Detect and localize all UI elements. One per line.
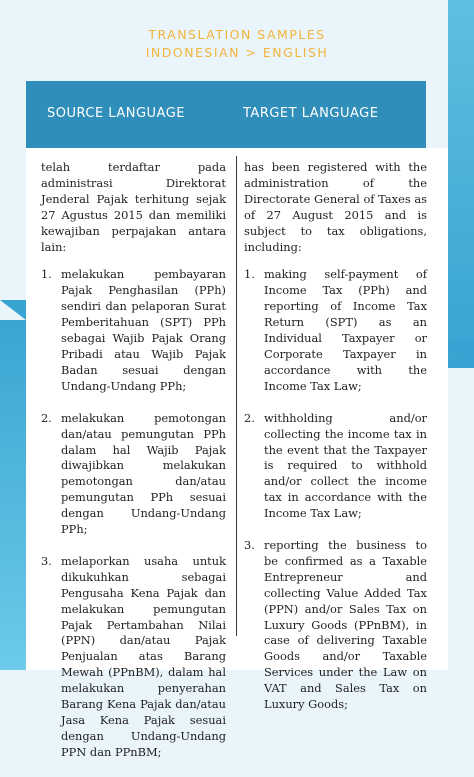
target-column: [244, 160, 427, 729]
list-item: [41, 411, 226, 538]
target-intro: has been registered with the administration of the Directorate General of Taxes as of 27 August 2015 and is subject to tax obligations, including:: [244, 160, 427, 254]
list-item: [244, 267, 427, 394]
list-item-text: melakukan pembayaran Pajak Penghasilan (PPh) sendiri dan pelaporan Surat Pemberitahuan (SPT) PPh sebagai Wajib Pajak Orang Pribadi atau Wajib Pajak Badan sesuai dengan Undang-Undang PPh;: [61, 267, 226, 393]
source-intro: telah terdaftar pada administrasi Direktorat Jenderal Pajak terhitung sejak 27 Agustus 2015 dan memiliki kewajiban perpajakan antara lain:: [41, 160, 226, 254]
source-list: [41, 267, 226, 760]
list-item: [244, 538, 427, 713]
source-column: [41, 160, 226, 777]
page-title: TRANSLATION SAMPLES: [148, 27, 326, 42]
list-item-text: reporting the business to be confirmed as a Taxable Entrepreneur and collecting Value Added Tax (PPN) and/or Sales Tax on Luxury Goods (PPnBM), in case of delivering Taxable Goods and/or Taxable Services under the Law on VAT and Sales Tax on Luxury Goods;: [264, 538, 427, 712]
list-item: [244, 411, 427, 522]
list-number: 1.: [244, 267, 255, 282]
left-accent-bar: [0, 300, 26, 670]
list-number: 1.: [41, 267, 52, 282]
list-item-text: making self-payment of Income Tax (PPh) and reporting of Income Tax Return (SPT) as an Individual Taxpayer or Corporate Taxpayer in accordance with the Income Tax Law;: [264, 267, 427, 393]
page-subtitle: INDONESIAN > ENGLISH: [145, 45, 329, 60]
left-accent-bar-notch: [0, 300, 26, 320]
list-item-text: melaporkan usaha untuk dikukuhkan sebagai Pengusaha Kena Pajak dan melakukan pemungutan Pajak Pertambahan Nilai (PPN) dan/atau Pajak Penjualan atas Barang Mewah (PPnBM), dalam hal melakukan penyerahan Barang Kena Pajak dan/atau Jasa Kena Pajak sesuai dengan Undang-Undang PPN dan PPnBM;: [61, 553, 226, 759]
list-number: 3.: [41, 553, 52, 568]
right-accent-bar-tip: [448, 340, 474, 368]
list-item: [41, 554, 226, 761]
list-item: [41, 267, 226, 394]
column-divider: [236, 156, 237, 636]
list-number: 3.: [244, 538, 255, 553]
target-language-heading: TARGET LANGUAGE: [243, 106, 379, 121]
list-item-text: withholding and/or collecting the income tax in the event that the Taxpayer is required to withhold and/or collect the income tax in accordance with the Income Tax Law;: [264, 410, 427, 521]
list-number: 2.: [244, 410, 255, 425]
target-list: [244, 267, 427, 713]
list-number: 2.: [41, 410, 52, 425]
list-item-text: melakukan pemotongan dan/atau pemungutan PPh dalam hal Wajib Pajak diwajibkan melakukan pemotongan dan/atau pemungutan PPh sesuai dengan Undang-Undang PPh;: [61, 410, 226, 537]
source-language-heading: SOURCE LANGUAGE: [47, 106, 186, 121]
